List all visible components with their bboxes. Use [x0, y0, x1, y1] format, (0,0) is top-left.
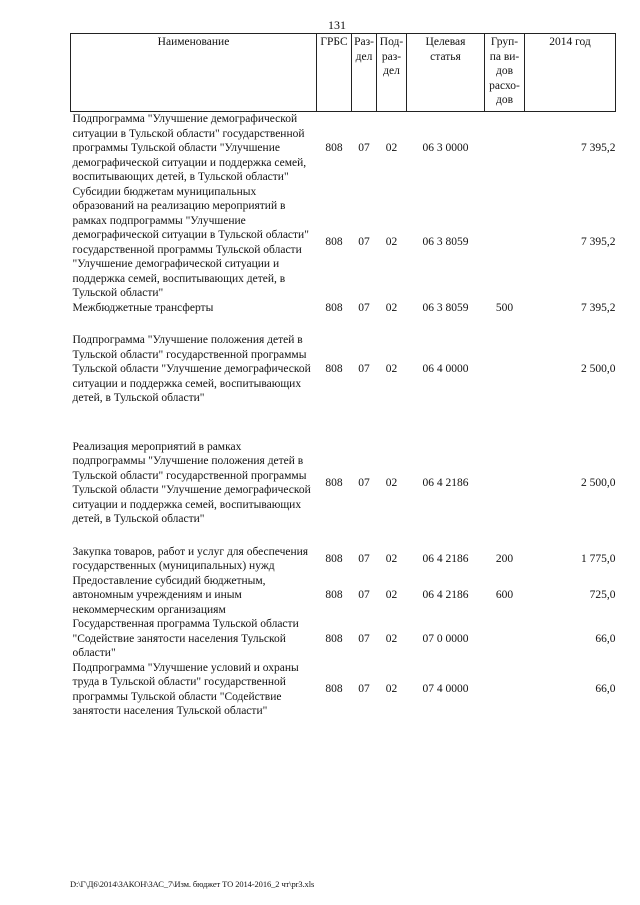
row-name: Реализация мероприятий в рамках подпрограммы "Улучшение положения детей в Тульской области" государственной программы Тульской области "Улучшение демографической ситуации и поддержка семей, воспитывающих детей, в Тульской области" — [72, 440, 311, 525]
row-target: 06 3 0000 — [422, 142, 469, 154]
row-grbs: 808 — [325, 236, 343, 249]
row-amount: 7 395,2 — [581, 142, 616, 154]
row-spacer — [71, 527, 616, 545]
row-group: 600 — [495, 589, 514, 601]
row-podrazdel: 02 — [385, 363, 398, 375]
row-target: 07 0 0000 — [422, 632, 469, 645]
row-name: Государственная программа Тульской области "Содействие занятости населения Тульской области" — [72, 618, 299, 659]
row-grbs: 808 — [325, 632, 343, 645]
row-group — [485, 333, 525, 406]
row-spacer — [71, 315, 616, 333]
row-podrazdel: 02 — [385, 683, 398, 696]
row-target: 06 4 2186 — [422, 552, 469, 565]
row-grbs: 808 — [325, 589, 343, 601]
row-grbs: 808 — [325, 683, 343, 696]
table-row — [71, 574, 616, 618]
header-name: Наименование — [71, 34, 317, 112]
row-amount: 2 500,0 — [581, 363, 616, 375]
header-group: Груп-па ви-дов расхо-дов — [485, 34, 525, 112]
budget-table — [70, 33, 616, 719]
row-target: 06 4 2186 — [422, 589, 469, 601]
row-group — [485, 185, 525, 301]
row-target: 06 4 0000 — [422, 363, 469, 375]
row-razdel: 07 — [358, 363, 370, 375]
row-amount: 7 395,2 — [581, 236, 616, 249]
row-razdel: 07 — [358, 142, 370, 154]
row-name: Межбюджетные трансферты — [72, 301, 214, 314]
row-podrazdel: 02 — [385, 589, 398, 601]
row-group — [485, 617, 525, 661]
row-grbs: 808 — [325, 552, 343, 565]
header-grbs: ГРБС — [317, 34, 352, 112]
table-row — [71, 112, 616, 185]
row-name: Субсидии бюджетам муниципальных образований на реализацию мероприятий в рамках подпрограммы "Улучшение демографической ситуации в Тульской области" государственной программы Тульской области "Улучшение демографической ситуации и поддержка семей, воспитывающих детей, в Тульской области" — [72, 185, 309, 299]
header-target: Целевая статья — [407, 34, 485, 112]
row-target: 06 3 8059 — [422, 236, 469, 249]
row-name: Закупка товаров, работ и услуг для обеспечения государственных (муниципальных) нужд — [72, 545, 309, 572]
row-grbs: 808 — [325, 363, 343, 375]
row-podrazdel: 02 — [385, 552, 398, 565]
file-path-footer: D:\Г\Д6\2014\ЗАКОН\ЗАС_7\Изм. бюджет ТО 2014-2016_2 чт\pr3.xls — [70, 879, 315, 889]
row-podrazdel: 02 — [385, 236, 398, 249]
table-row — [71, 185, 616, 301]
row-podrazdel: 02 — [385, 301, 398, 314]
header-podrazdel: Под-раз-дел — [377, 34, 407, 112]
table-row — [71, 333, 616, 406]
row-grbs: 808 — [325, 476, 343, 489]
row-amount: 1 775,0 — [581, 552, 616, 565]
row-group — [485, 661, 525, 719]
row-name: Подпрограмма "Улучшение условий и охраны труда в Тульской области" государственной программы Тульской области "Содействие занятости населения Тульской области" — [72, 661, 299, 717]
row-target: 06 4 2186 — [422, 476, 469, 489]
page-number: 131 — [328, 18, 346, 32]
row-group: 200 — [495, 552, 514, 565]
table-header-row — [71, 34, 616, 112]
row-group — [485, 440, 525, 527]
table-row — [71, 301, 616, 316]
row-name: Подпрограмма "Улучшение демографической ситуации в Тульской области" государственной программы Тульской области "Улучшение демографической ситуации и поддержка семей, воспитывающих детей, в Тульской области" — [72, 113, 307, 183]
row-razdel: 07 — [358, 589, 370, 601]
row-amount: 66,0 — [595, 683, 616, 696]
row-razdel: 07 — [358, 632, 370, 645]
row-spacer — [71, 406, 616, 440]
table-row — [71, 661, 616, 719]
table-row — [71, 545, 616, 574]
row-amount: 725,0 — [589, 589, 616, 601]
row-name: Предоставление субсидий бюджетным, автономным учреждениям и иным некоммерческим организациям — [72, 574, 266, 616]
row-target: 07 4 0000 — [422, 683, 469, 696]
row-razdel: 07 — [358, 301, 370, 314]
row-group — [485, 112, 525, 185]
header-razdel: Раз-дел — [352, 34, 377, 112]
row-razdel: 07 — [358, 236, 370, 249]
table-row — [71, 440, 616, 527]
row-grbs: 808 — [325, 301, 343, 314]
row-razdel: 07 — [358, 683, 370, 696]
row-razdel: 07 — [358, 552, 370, 565]
header-amount: 2014 год — [525, 34, 616, 112]
row-podrazdel: 02 — [385, 476, 398, 489]
row-name: Подпрограмма "Улучшение положения детей в Тульской области" государственной программы Тульской области "Улучшение демографической ситуации и поддержка семей, воспитывающих детей, в Тульской области" — [72, 334, 311, 404]
row-target: 06 3 8059 — [422, 301, 469, 314]
row-podrazdel: 02 — [385, 142, 398, 154]
row-grbs: 808 — [325, 142, 343, 154]
table-row — [71, 617, 616, 661]
row-amount: 7 395,2 — [581, 301, 616, 314]
row-razdel: 07 — [358, 476, 370, 489]
row-group: 500 — [495, 301, 514, 314]
row-podrazdel: 02 — [385, 632, 398, 645]
row-amount: 66,0 — [595, 632, 616, 645]
row-amount: 2 500,0 — [581, 476, 616, 489]
